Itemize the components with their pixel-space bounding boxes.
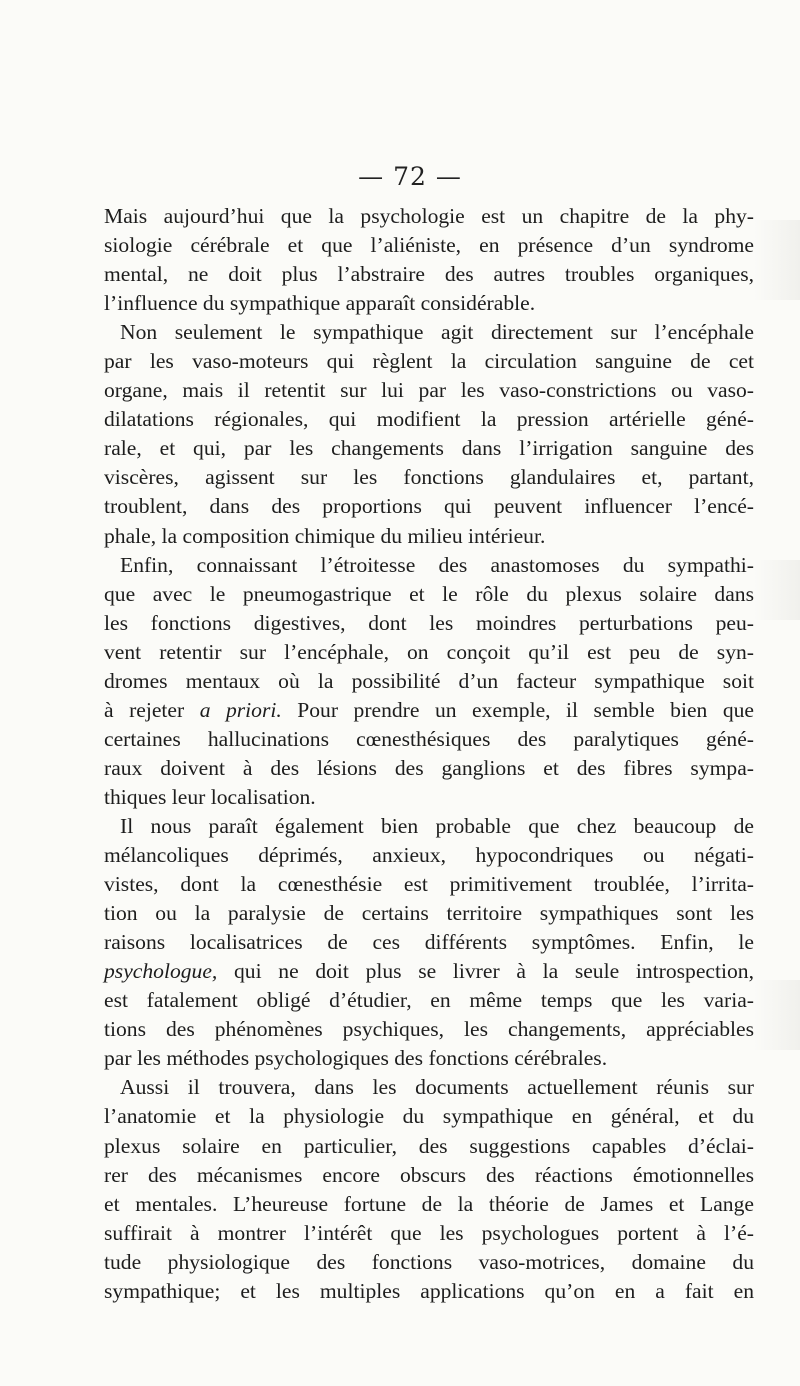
text-line: est fatalement obligé d’étudier, en même temps que les varia- bbox=[104, 988, 754, 1013]
text-line: sympathique; et les multiples applications qu’on en a fait en bbox=[104, 1278, 754, 1303]
text-line: troublent, dans des proportions qui peuvent influencer l’encé- bbox=[104, 494, 754, 519]
text-line: Non seulement le sympathique agit directement sur l’encéphale bbox=[120, 320, 754, 345]
text-line: et mentales. L’heureuse fortune de la théorie de James et Lange bbox=[104, 1191, 754, 1216]
text-line: tions des phénomènes psychiques, les changements, appréciables bbox=[104, 1017, 754, 1042]
text-line: raisons localisatrices de ces différents symptômes. Enfin, le bbox=[104, 930, 754, 955]
text-line: thiques leur localisation. bbox=[104, 784, 316, 809]
text-line: siologie cérébrale et que l’aliéniste, en présence d’un syndrome bbox=[104, 233, 754, 258]
text-line: les fonctions digestives, dont les moindres perturbations peu- bbox=[104, 610, 754, 635]
body-text bbox=[104, 202, 754, 1306]
text-line: que avec le pneumogastrique et le rôle du plexus solaire dans bbox=[104, 581, 754, 606]
paragraph bbox=[104, 318, 754, 550]
text-line: tion ou la paralysie de certains territoire sympathiques sont les bbox=[104, 901, 754, 926]
italic-term: psychologue, bbox=[104, 959, 218, 984]
text-line: à rejeter a priori. Pour prendre un exemple, il semble bien que bbox=[104, 697, 755, 722]
text-line: Il nous paraît également bien probable que chez beaucoup de bbox=[120, 813, 754, 838]
text-line: par les vaso-moteurs qui règlent la circulation sanguine de cet bbox=[104, 349, 754, 374]
text-line: l’anatomie et la physiologie du sympathique en général, et du bbox=[104, 1104, 754, 1129]
text-line: mélancoliques déprimés, anxieux, hypocondriques ou négati- bbox=[104, 843, 754, 868]
text-line: psychologue, qui ne doit plus se livrer à la seule introspection, bbox=[104, 959, 754, 984]
text-line: Mais aujourd’hui que la psychologie est un chapitre de la phy- bbox=[104, 204, 754, 228]
page-number: — 72 — bbox=[358, 162, 462, 191]
facing-page-bleed bbox=[754, 980, 800, 1050]
facing-page-bleed bbox=[754, 560, 800, 620]
text-line: phale, la composition chimique du milieu intérieur. bbox=[104, 523, 546, 548]
text-line: dromes mentaux où la possibilité d’un facteur sympathique soit bbox=[104, 668, 754, 693]
text-line: dilatations régionales, qui modifient la pression artérielle géné- bbox=[104, 407, 754, 432]
text-line: organe, mais il retentit sur lui par les vaso-constrictions ou vaso- bbox=[104, 378, 754, 403]
text-line: raux doivent à des lésions des ganglions et des fibres sympa- bbox=[104, 755, 754, 780]
text-line: Aussi il trouvera, dans les documents actuellement réunis sur bbox=[120, 1075, 754, 1100]
text-line: certaines hallucinations cœnesthésiques des paralytiques géné- bbox=[104, 726, 754, 751]
text-line: tude physiologique des fonctions vaso-motrices, domaine du bbox=[104, 1249, 754, 1274]
text-line: vent retentir sur l’encéphale, on conçoit qu’il est peu de syn- bbox=[104, 639, 754, 664]
text-line: par les méthodes psychologiques des fonctions cérébrales. bbox=[104, 1046, 608, 1071]
paragraph bbox=[104, 551, 754, 812]
text-line: vistes, dont la cœnesthésie est primitivement troublée, l’irrita- bbox=[104, 872, 754, 897]
text-line: rer des mécanismes encore obscurs des réactions émotionnelles bbox=[104, 1162, 754, 1187]
text-line: plexus solaire en particulier, des suggestions capables d’éclai- bbox=[104, 1133, 754, 1158]
paragraph bbox=[104, 202, 754, 318]
paragraph bbox=[104, 1073, 754, 1305]
text-line: viscères, agissent sur les fonctions glandulaires et, partant, bbox=[104, 465, 754, 490]
text-line: l’influence du sympathique apparaît considérable. bbox=[104, 291, 536, 316]
facing-page-bleed bbox=[754, 220, 800, 300]
italic-term: a priori. bbox=[199, 697, 282, 722]
paragraph bbox=[104, 812, 754, 1073]
text-line: mental, ne doit plus l’abstraire des autres troubles organiques, bbox=[104, 262, 754, 287]
text-line: suffirait à montrer l’intérêt que les psychologues portent à l’é- bbox=[104, 1220, 754, 1245]
text-line: rale, et qui, par les changements dans l’irrigation sanguine des bbox=[104, 436, 754, 461]
text-line: Enfin, connaissant l’étroitesse des anastomoses du sympathi- bbox=[120, 552, 754, 577]
